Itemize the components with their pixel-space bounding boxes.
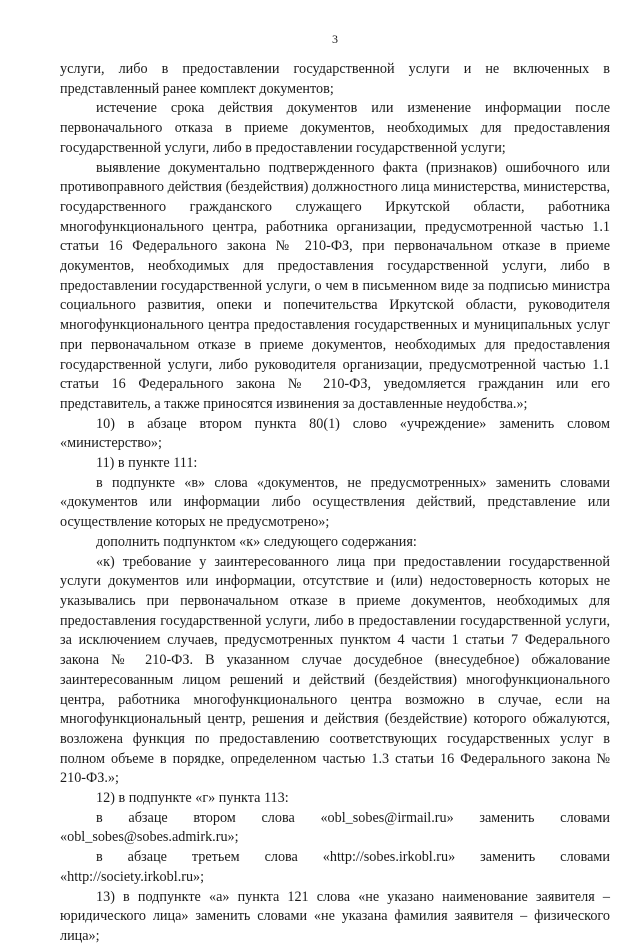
paragraph-item-12: 12) в подпункте «г» пункта 113: — [96, 790, 289, 807]
paragraph-error-fact: выявление документально подтвержденного факта (признаков) ошибочного или противоправного действия (бездействия) должностного лица министерства, министерства, государственного гражданского служащего Иркутской области, работника многофункционального центра, работника организации, предусмотренной частью 1.1 статьи 16 Федерального закона № 210-ФЗ, при первоначальном отказе в приеме документов, необходимых для предоставления государственной услуги, либо в предоставлении государственной услуги, о чем в письменном виде за подписью министра социального развития, опеки и попечительства Иркутской области, руководителя многофункционального центра предоставления государственных и муниципальных услуг при первоначальном отказе в приеме документов, необходимых для предоставления государственной услуги, либо руководителя организации, предусмотренной частью 1.1 статьи 16 Федерального закона № 210-ФЗ, уведомляется гражданин или его представитель, а также приносятся извинения за доставленные неудобства.»; — [60, 159, 610, 412]
paragraph-item-13: 13) в подпункте «а» пункта 121 слова «не указано наименование заявителя – юридического лица» заменить словами «не указана фамилия заявителя – физического лица»; — [60, 888, 610, 944]
paragraph-url-change: в абзаце третьем слова «http://sobes.irkobl.ru» заменить словами «http://society.irkobl.ru»; — [60, 849, 610, 885]
paragraph-item-10: 10) в абзаце втором пункта 80(1) слово «учреждение» заменить словом «министерство»; — [60, 415, 610, 452]
paragraph-subitem-v: в подпункте «в» слова «документов, не предусмотренных» заменить словами «документов или информации либо осуществления действий, представление или осуществление которых не предусмотрено»; — [60, 474, 610, 531]
paragraph-expiry: истечение срока действия документов или изменение информации после первоначального отказа в приеме документов, необходимых для предоставления государственной услуги, либо в предоставлении государственной услуги; — [60, 100, 610, 156]
paragraph-continuation: услуги, либо в предоставлении государственной услуги и не включенных в представленный ранее комплект документов; — [60, 61, 610, 97]
paragraph-item-11: 11) в пункте 111: — [96, 455, 198, 472]
paragraph-subitem-k: «к) требование у заинтересованного лица при предоставлении государственной услуги документов или информации, отсутствие и (или) недостоверность которых не указывались при первоначальном отказе в приеме документов, необходимых для предоставления государственной услуги, либо в предоставлении государственной услуги, за исключением случаев, предусмотренных пунктом 4 части 1 статьи 7 Федерального закона № 210-ФЗ. В указанном случае досудебное (внесудебное) обжалование заинтересованным лицом решений и действий (бездействия) многофункционального центра, работника многофункционального центра возможно в случае, если на многофункциональный центр, решения и действия (бездействие) которого обжалуются, возложена функция по предоставлению соответствующих государственных услуг в полном объеме в порядке, определенном частью 1.3 статьи 16 Федерального закона № 210-ФЗ.»; — [60, 553, 610, 787]
paragraph-email-change: в абзаце втором слова «obl_sobes@irmail.ru» заменить словами «obl_sobes@sobes.admirk.ru»; — [60, 809, 610, 846]
page-number: 3 — [332, 32, 338, 46]
paragraph-add-subitem-k: дополнить подпунктом «к» следующего содержания: — [96, 533, 417, 550]
